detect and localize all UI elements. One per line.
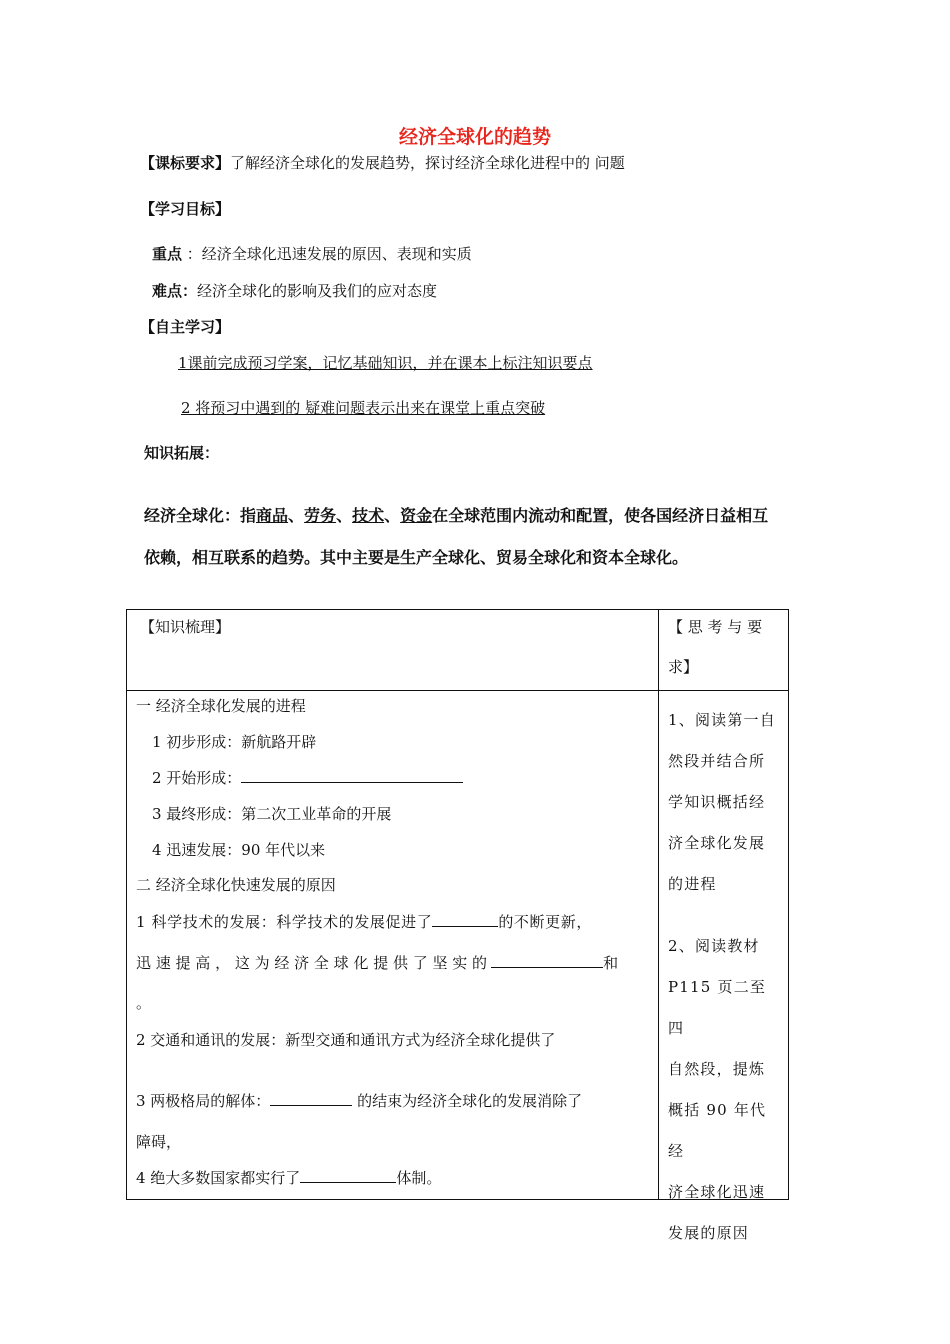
definition-prefix: 经济全球化：指: [144, 506, 257, 525]
question-2-line: 概括 90 年代经: [668, 1101, 767, 1160]
curriculum-label: 【课标要求】: [140, 154, 231, 172]
self-study-item-2: 2 将预习中遇到的 疑难问题表示出来在课堂上重点突破: [181, 399, 546, 417]
page-title: 经济全球化的趋势: [398, 126, 551, 148]
fill-blank: [270, 1091, 352, 1106]
question-1-line: 学知识概括经: [668, 793, 766, 811]
curriculum-text: 了解经济全球化的发展趋势，探讨经济全球化进程中的 问题: [230, 154, 625, 172]
separator: 、: [336, 506, 353, 525]
definition-rest: 在全球范围内流动和配置，使各国经济日益相互: [432, 506, 769, 525]
reason-4-text-b: 体制。: [396, 1169, 442, 1187]
question-1: [668, 700, 782, 905]
reason-1-text-c: 迅 速 提 高 ， 这 为 经 济 全 球 化 提 供 了 坚 实 的: [136, 954, 488, 972]
reason-3-text-b: 的结束为经济全球化的发展消除了: [352, 1092, 583, 1110]
keyword-services: 劳务: [304, 506, 337, 525]
reason-4-text-a: 4 绝大多数国家都实行了: [136, 1169, 301, 1187]
reason-1-line-2: [136, 952, 618, 973]
question-1-line: 1、阅读第一自: [668, 711, 776, 729]
key-point-label: 重点: [152, 245, 183, 263]
table-column-divider: [658, 609, 659, 1200]
question-2-line: 自然段，提炼: [668, 1060, 766, 1078]
table-right-header-1: 【 思 考 与 要: [668, 618, 763, 636]
difficulty-label: 难点：: [152, 282, 198, 300]
reason-3-line-2: 障碍，: [136, 1133, 182, 1151]
fill-blank: [241, 768, 463, 783]
fill-blank: [491, 953, 603, 968]
separator: 、: [384, 506, 401, 525]
reason-2-line: 2 交通和通讯的发展：新型交通和通讯方式为经济全球化提供了: [136, 1031, 556, 1049]
fill-blank: [432, 912, 498, 927]
objectives-label: 【学习目标】: [140, 200, 231, 218]
definition-line-1: [144, 503, 768, 526]
extension-label: 知识拓展：: [144, 444, 220, 462]
keyword-technology: 技术: [352, 506, 385, 525]
section-1-item-1: 1 初步形成：新航路开辟: [152, 733, 317, 751]
table-right-header-2: 求】: [668, 658, 699, 676]
reason-3-line-1: [136, 1090, 582, 1111]
separator: 、: [288, 506, 305, 525]
difficulty-text: 经济全球化的影响及我们的应对态度: [197, 282, 438, 300]
key-point-text: ：经济全球化迅速发展的原因、表现和实质: [182, 245, 472, 263]
reason-1-text-a: 1 科学技术的发展：科学技术的发展促进了: [136, 913, 433, 931]
section-1-item-4: 4 迅速发展：90 年代以来: [152, 841, 326, 859]
question-2-line: 发展的原因: [668, 1224, 750, 1242]
reason-1-line-3: 。: [136, 994, 152, 1012]
reason-4-line: [136, 1167, 441, 1188]
reason-1-line-1: [136, 911, 592, 932]
self-study-item-1: 1课前完成预习学案，记忆基础知识，并在课本上标注知识要点: [178, 354, 593, 372]
self-study-label: 【自主学习】: [140, 318, 231, 336]
definition-line-2: 依赖，相互联系的趋势。其中主要是生产全球化、贸易全球化和资本全球化。: [144, 548, 689, 567]
question-1-line: 然段并结合所: [668, 752, 766, 770]
question-2-line: 2、阅读教材: [668, 937, 760, 955]
reason-3-text-a: 3 两极格局的解体：: [136, 1092, 271, 1110]
section-1-item-2: [152, 767, 463, 788]
curriculum-line: [140, 152, 625, 173]
table-header-divider: [126, 690, 789, 691]
question-2-line: 济全球化迅速: [668, 1183, 766, 1201]
keyword-capital: 资金: [400, 506, 433, 525]
difficulty-line: [152, 280, 437, 301]
key-point-line: [152, 243, 472, 264]
section-2-title: 二 经济全球化快速发展的原因: [136, 876, 336, 894]
fill-blank: [300, 1168, 396, 1183]
reason-1-text-b: 的不断更新，: [498, 913, 592, 931]
table-left-header: 【知识梳理】: [140, 618, 231, 636]
section-1-title: 一 经济全球化发展的进程: [136, 697, 306, 715]
question-2-line: P115 页二至四: [668, 978, 767, 1037]
question-1-line: 济全球化发展: [668, 834, 766, 852]
section-1-item-2-label: 2 开始形成：: [152, 769, 242, 787]
keyword-goods: 商品: [256, 506, 289, 525]
section-1-item-3: 3 最终形成：第二次工业革命的开展: [152, 805, 392, 823]
reason-1-text-d: 和: [603, 954, 619, 972]
question-1-line: 的进程: [668, 875, 717, 893]
question-2: [668, 926, 782, 1254]
